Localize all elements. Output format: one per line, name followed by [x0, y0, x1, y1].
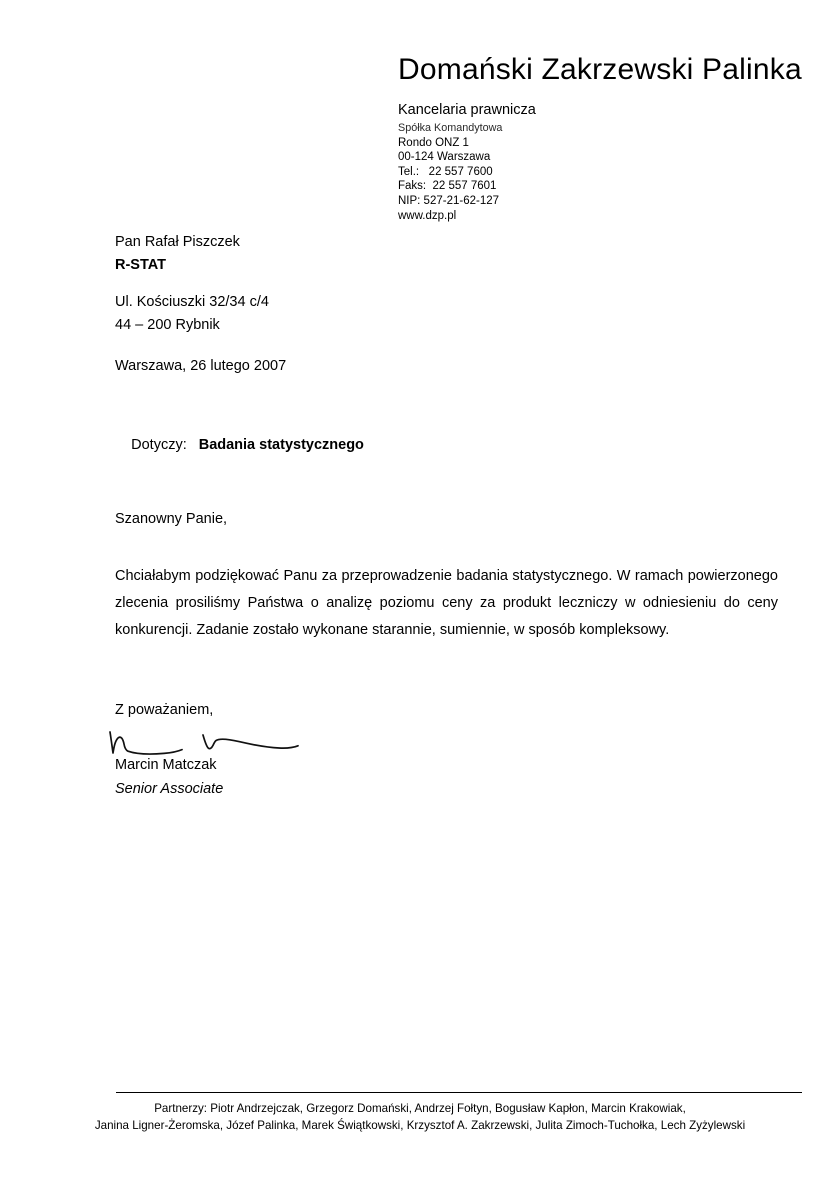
- footer-line-1: Partnerzy: Piotr Andrzejczak, Grzegorz Domański, Andrzej Fołtyn, Bogusław Kapłon, Marcin Krakowiak,: [154, 1102, 686, 1115]
- subject-label: Dotyczy:: [131, 437, 187, 453]
- firm-practice: Kancelaria prawnicza: [398, 102, 536, 118]
- firm-street: Rondo ONZ 1: [398, 136, 469, 149]
- subject-line: [115, 421, 364, 469]
- recipient-address: [115, 291, 515, 337]
- closing-phrase: Z poważaniem,: [115, 702, 214, 718]
- date-line: Warszawa, 26 lutego 2007: [115, 358, 287, 374]
- recipient-block: [115, 231, 515, 337]
- firm-city: 00-124 Warszawa: [398, 151, 491, 164]
- recipient-person: Pan Rafał Piszczek: [115, 234, 240, 250]
- salutation: Szanowny Panie,: [115, 511, 228, 527]
- recipient-company: R-STAT: [115, 257, 167, 273]
- body-paragraph: Chciałabym podziękować Panu za przeprowadzenie badania statystycznego. W ramach powierzonego zlecenia prosiliśmy Państwa o analizę poziomu ceny za produkt leczniczy w odniesieniu do ceny konkurencji. Zadanie zostało wykonane starannie, sumiennie, w sposób kompleksowy.: [115, 568, 778, 638]
- footer-line-2: Janina Ligner-Żeromska, Józef Palinka, Marek Świątkowski, Krzysztof A. Zakrzewski, Julita Zimoch-Tuchołka, Lech Zyżylewski: [94, 1118, 746, 1132]
- recipient-city: 44 – 200 Rybnik: [115, 317, 220, 333]
- footer-divider: [116, 1092, 802, 1093]
- letterhead: [398, 52, 818, 223]
- firm-name: Domański Zakrzewski Palinka: [398, 53, 802, 86]
- firm-phone: Tel.: 22 557 7600: [398, 165, 493, 178]
- firm-fax: Faks: 22 557 7601: [398, 180, 497, 193]
- footer-partners: [60, 1101, 780, 1134]
- handwritten-signature-icon: [106, 726, 326, 760]
- firm-contact-block: [398, 121, 818, 223]
- firm-website: www.dzp.pl: [398, 209, 457, 222]
- recipient-street: Ul. Kościuszki 32/34 c/4: [115, 294, 269, 310]
- firm-tax-id: NIP: 527-21-62-127: [398, 194, 500, 207]
- firm-legal-form: Spółka Komandytowa: [398, 122, 503, 134]
- signer-title: Senior Associate: [115, 781, 224, 797]
- subject-value: Badania statystycznego: [198, 437, 364, 453]
- signer-name: Marcin Matczak: [115, 757, 217, 773]
